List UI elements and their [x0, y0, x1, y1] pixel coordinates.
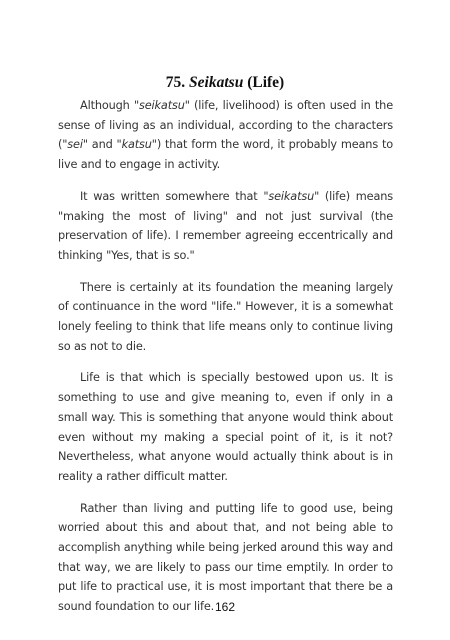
text-run: It was written somewhere that: [80, 189, 264, 203]
paragraph: [58, 278, 393, 357]
paragraph: [58, 187, 393, 266]
page-number: 162: [214, 600, 236, 614]
emphasis-term: "sei": [62, 138, 88, 152]
paragraph: [58, 368, 393, 486]
body-text: [58, 96, 393, 629]
text-run: Rather than living and putting life to good use, being worried about this and about that, and not being able to accomplish anything while being jerked around this way and that way, we are likely to pass our time emptily. In order to put life to practical use, it is most important that there be a sound foundation to our life.: [58, 501, 393, 614]
text-run: (life) means "making the most of living" and not just survival (the preservation of life). I remember agreeing eccentrically and thinking "Yes, that is so.": [58, 189, 393, 262]
text-run: and: [87, 138, 117, 152]
emphasis-term: "seikatsu": [133, 99, 190, 112]
emphasis-term: "katsu": [116, 138, 157, 152]
title-number: 75.: [165, 74, 186, 92]
text-run: There is certainly at its foundation the meaning largely of continuance in the word "life." However, it is a somewhat lonely feeling to think that life means only to continue living so as not to die.: [58, 280, 393, 353]
text-run: Life is that which is specially bestowed upon us. It is something to use and give meaning to, even if only in a small way. This is something that anyone would think about even without my making a special point of it, is it not? Nevertheless, what anyone would actually think about is in reality a rather difficult matter.: [58, 371, 393, 483]
text-run: Although: [80, 99, 134, 112]
text-run: (life, livelihood) is often used in the sense of living as an individual, according to the characters (: [58, 99, 393, 152]
title-gloss: (Life): [247, 74, 285, 92]
emphasis-term: "seikatsu": [263, 189, 320, 203]
page-title: [0, 74, 450, 92]
paragraph: [58, 96, 393, 175]
title-word: Seikatsu: [189, 74, 244, 92]
text-run: ) that form the word, it probably means to live and to engage in activity.: [58, 138, 394, 172]
